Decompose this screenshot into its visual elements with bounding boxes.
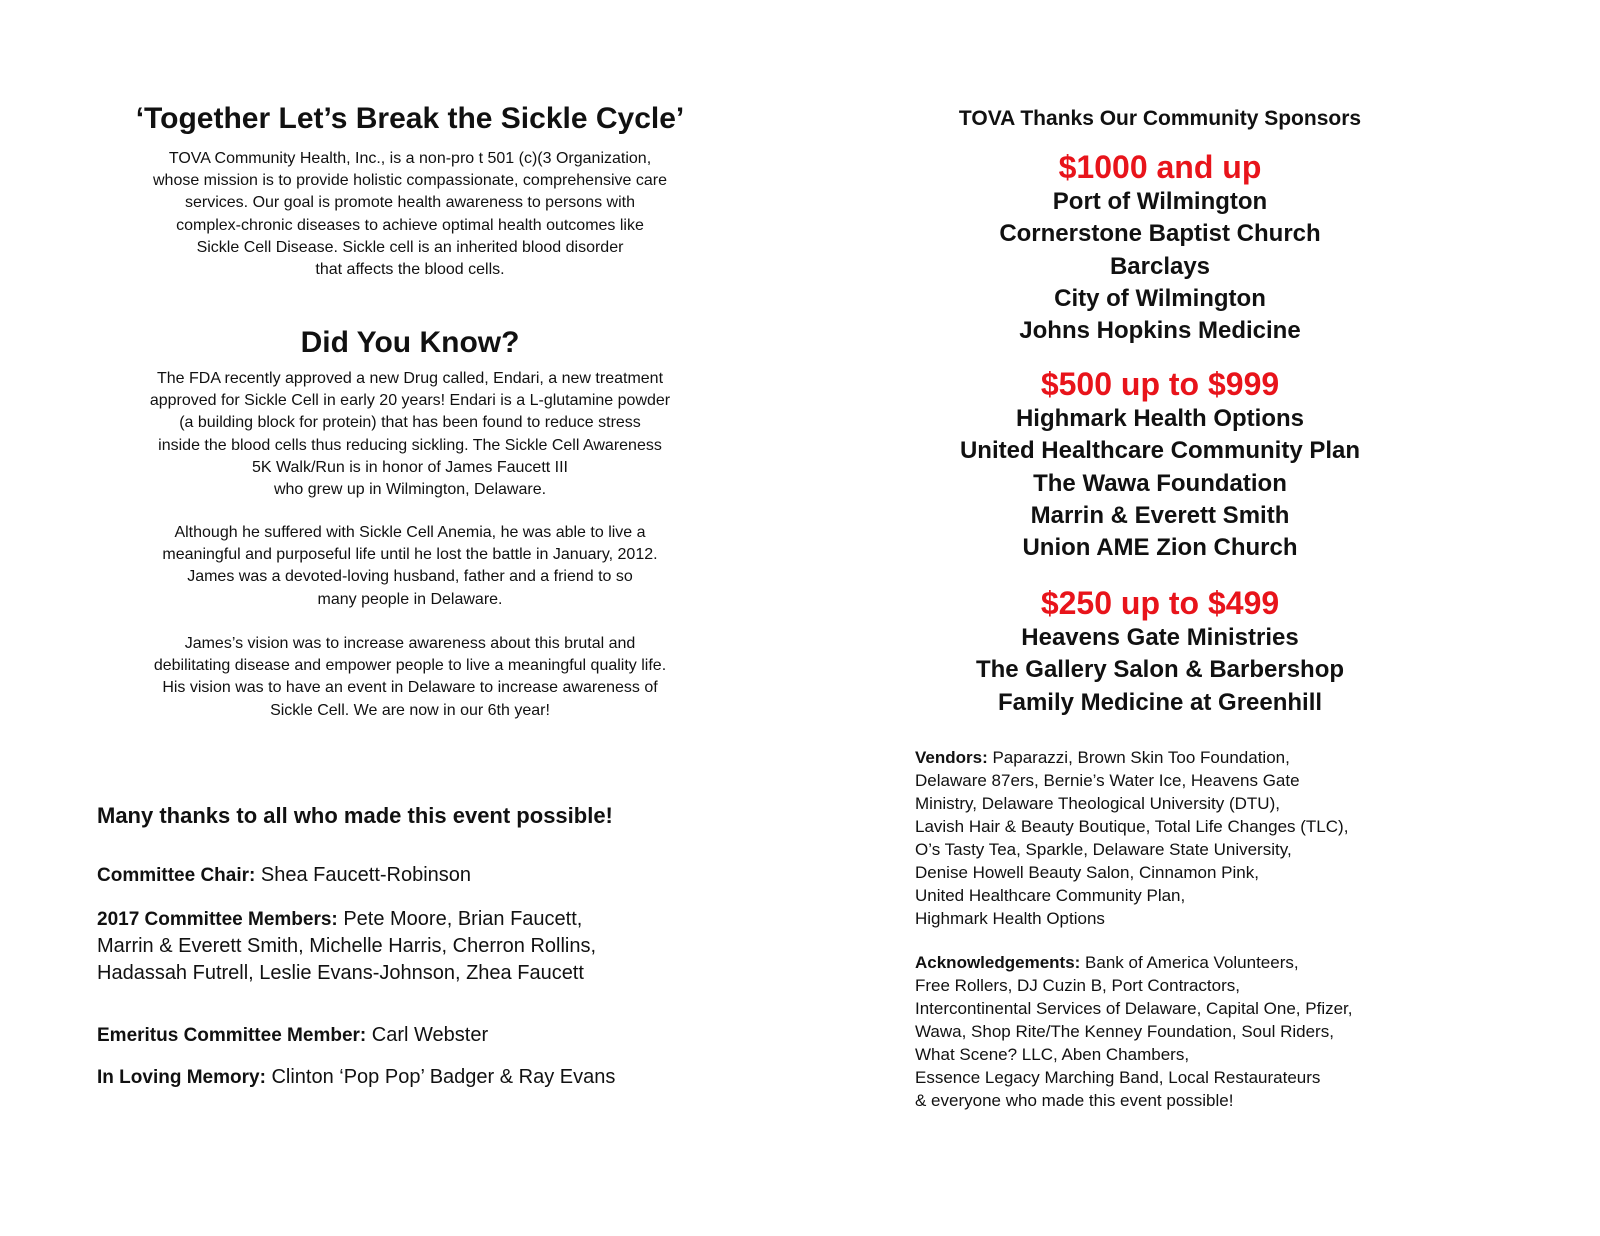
did-you-know-heading: Did You Know? (300, 326, 520, 359)
tier-label: $250 up to $499 (1040, 585, 1280, 621)
text-line: Intercontinental Services of Delaware, Capital One, Pfizer, (915, 999, 1353, 1018)
text-line: United Healthcare Community Plan, (915, 886, 1186, 905)
text-line: Paparazzi, Brown Skin Too Foundation, (987, 748, 1290, 767)
text-line: Highmark Health Options (1015, 405, 1305, 432)
text-line: that affects the blood cells. (315, 261, 505, 279)
text-line: Ministry, Delaware Theological University (DTU), (915, 794, 1280, 813)
text-line: Wawa, Shop Rite/The Kenney Foundation, Soul Riders, (915, 1022, 1334, 1041)
text-line: who grew up in Wilmington, Delaware. (273, 481, 547, 499)
value-line: Hadassah Futrell, Leslie Evans-Johnson, Zhea Faucett (97, 962, 584, 984)
text-line: complex-chronic diseases to achieve optimal health outcomes like (176, 216, 644, 234)
vendors-list (915, 746, 1348, 930)
label: Vendors: (915, 748, 988, 767)
text-line: (a building block for protein) that has been found to reduce stress (179, 414, 641, 432)
did-you-know-paragraph (90, 368, 730, 501)
label: In Loving Memory: (97, 1067, 266, 1088)
acknowledgements-list (915, 951, 1353, 1112)
value: Shea Faucett-Robinson (255, 864, 472, 886)
tier-sponsors (900, 403, 1420, 564)
label: 2017 Committee Members: (97, 909, 338, 930)
text-line: Free Rollers, DJ Cuzin B, Port Contractors, (915, 976, 1240, 995)
in-loving-memory (97, 1064, 615, 1091)
vision-paragraph (90, 633, 730, 722)
tier-label: $500 up to $999 (1040, 366, 1280, 402)
intro-paragraph (90, 148, 730, 281)
text-line: What Scene? LLC, Aben Chambers, (915, 1045, 1190, 1064)
sponsors-heading: TOVA Thanks Our Community Sponsors (958, 107, 1362, 130)
text-line: United Healthcare Community Plan (959, 437, 1361, 465)
text-line: Delaware 87ers, Bernie’s Water Ice, Heavens Gate (915, 771, 1300, 790)
james-paragraph (90, 522, 730, 611)
list-text (915, 748, 1348, 928)
text-line: meaningful and purposeful life until he lost the battle in January, 2012. (162, 546, 658, 564)
text-line: many people in Delaware. (317, 590, 503, 608)
list-text (915, 953, 1353, 1110)
label: Emeritus Committee Member: (97, 1025, 367, 1046)
tier-sponsors (900, 622, 1420, 719)
text-line: Although he suffered with Sickle Cell Anemia, he was able to live a (174, 524, 646, 541)
text-line: Essence Legacy Marching Band, Local Restaurateurs (915, 1068, 1321, 1087)
text-line: Port of Wilmington (1052, 188, 1268, 215)
text-line: & everyone who made this event possible! (915, 1091, 1234, 1110)
text-line: The Wawa Foundation (1033, 469, 1287, 497)
text-line: James’s vision was to increase awareness about this brutal and (184, 635, 636, 652)
text-line: Barclays (1109, 252, 1211, 280)
tier-label: $1000 and up (1058, 149, 1262, 185)
text-line: Heavens Gate Ministries (1021, 624, 1299, 651)
text-line: The FDA recently approved a new Drug called, Endari, a new treatment (156, 370, 664, 387)
text-line: Union AME Zion Church (1022, 534, 1298, 562)
committee-chair (97, 862, 471, 889)
text-line: Cornerstone Baptist Church (999, 220, 1321, 248)
text-line: The Gallery Salon & Barbershop (975, 656, 1345, 684)
text-line: inside the blood cells thus reducing sickling. The Sickle Cell Awareness (158, 436, 662, 454)
text-line: whose mission is to provide holistic compassionate, comprehensive care (152, 172, 667, 190)
emeritus-member (97, 1022, 488, 1049)
value-line: Pete Moore, Brian Faucett, (337, 908, 583, 930)
tier-sponsors (900, 186, 1420, 347)
page-title: ‘Together Let’s Break the Sickle Cycle’ (135, 102, 685, 135)
text-line: O’s Tasty Tea, Sparkle, Delaware State University, (915, 840, 1292, 859)
text-line: Bank of America Volunteers, (1080, 953, 1299, 972)
text-line: City of Wilmington (1054, 284, 1266, 312)
text-line: approved for Sickle Cell in early 20 years! Endari is a L-glutamine powder (149, 392, 671, 410)
text-line: Marrin & Everett Smith (1030, 501, 1290, 529)
label: Committee Chair: (97, 865, 256, 886)
text-line: Lavish Hair & Beauty Boutique, Total Life Changes (TLC), (915, 817, 1349, 836)
text-line: His vision was to have an event in Delaware to increase awareness of (162, 679, 658, 697)
text-line: Johns Hopkins Medicine (1019, 317, 1301, 345)
value: Clinton ‘Pop Pop’ Badger & Ray Evans (265, 1066, 616, 1088)
text-line: 5K Walk/Run is in honor of James Faucett III (252, 458, 568, 476)
thanks-heading: Many thanks to all who made this event possible! (97, 803, 613, 828)
text-line: Sickle Cell. We are now in our 6th year! (270, 701, 550, 719)
value: Carl Webster (366, 1024, 489, 1046)
text-line: TOVA Community Health, Inc., is a non-pro t 501 (c)(3 Organization, (168, 150, 652, 167)
text-line: James was a devoted-loving husband, father and a friend to so (187, 568, 633, 586)
text-line: debilitating disease and empower people to live a meaningful quality life. (153, 657, 667, 675)
committee-members (97, 906, 596, 987)
text-line: Sickle Cell Disease. Sickle cell is an inherited blood disorder (196, 238, 624, 256)
text-line: Family Medicine at Greenhill (997, 688, 1323, 716)
text-line: services. Our goal is promote health awareness to persons with (185, 194, 635, 212)
label: Acknowledgements: (915, 953, 1081, 972)
text-line: Denise Howell Beauty Salon, Cinnamon Pink, (915, 863, 1259, 882)
text-line: Highmark Health Options (915, 909, 1105, 928)
value-line: Marrin & Everett Smith, Michelle Harris, Cherron Rollins, (97, 935, 597, 957)
